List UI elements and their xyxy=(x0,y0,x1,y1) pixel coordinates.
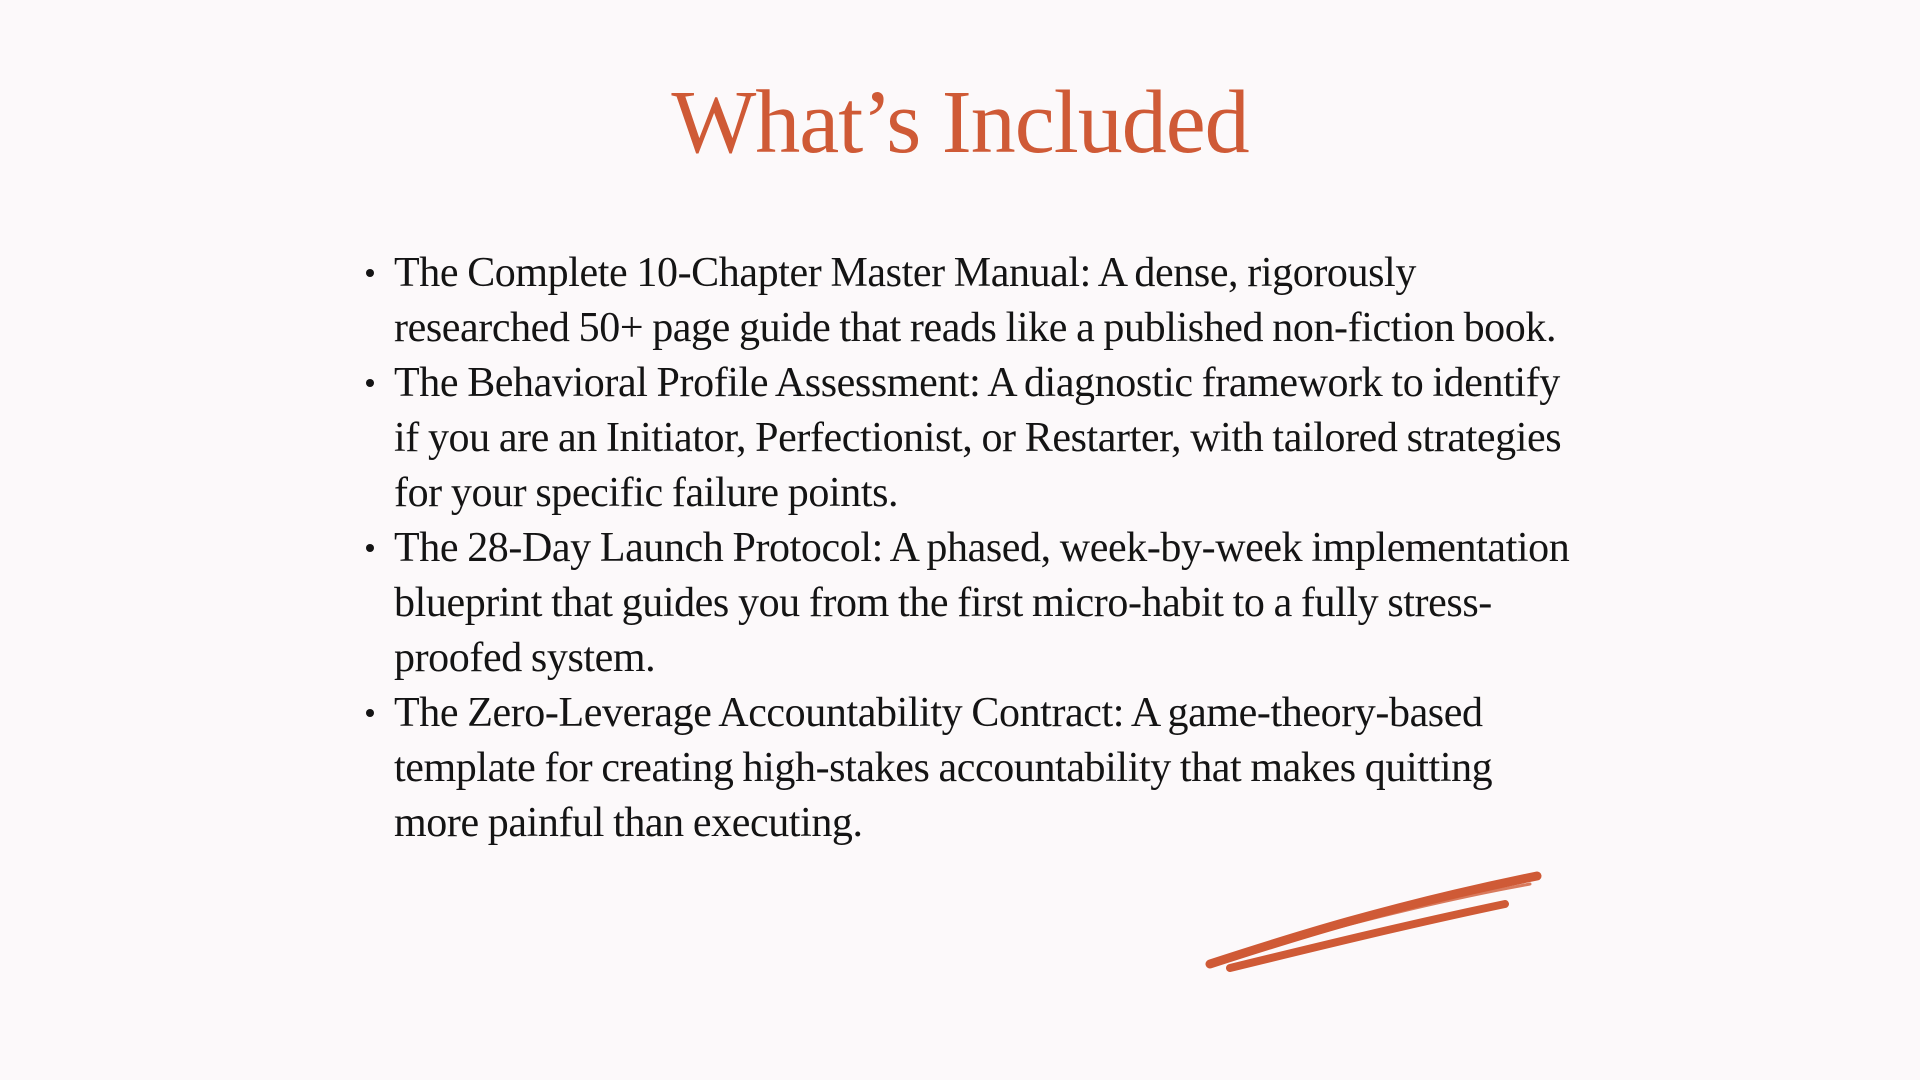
list-item xyxy=(394,246,1584,356)
list-item xyxy=(394,521,1584,686)
list-item-text: The 28-Day Launch Protocol: A phased, week-by-week implementation blueprint that guides you from the first micro-habit to a fully stress-proofed system. xyxy=(394,525,1570,681)
list-item xyxy=(394,356,1584,521)
list-item-text: The Complete 10-Chapter Master Manual: A dense, rigorously researched 50+ page guide that reads like a published non-fiction book. xyxy=(394,250,1557,351)
list-item xyxy=(394,686,1584,851)
list-item-text: The Zero-Leverage Accountability Contract: A game-theory-based template for creating high-stakes accountability that makes quitting more painful than executing. xyxy=(394,690,1493,846)
brush-stroke-decoration xyxy=(1200,868,1545,978)
bullet-icon xyxy=(366,709,374,717)
bullet-icon xyxy=(366,269,374,277)
bullet-icon xyxy=(366,544,374,552)
page-title: What’s Included xyxy=(671,73,1249,172)
list-item-text: The Behavioral Profile Assessment: A diagnostic framework to identify if you are an Initiator, Perfectionist, or Restarter, with tailored strategies for your specific failure points. xyxy=(394,360,1562,516)
included-items-list xyxy=(394,246,1584,851)
bullet-icon xyxy=(366,379,374,387)
